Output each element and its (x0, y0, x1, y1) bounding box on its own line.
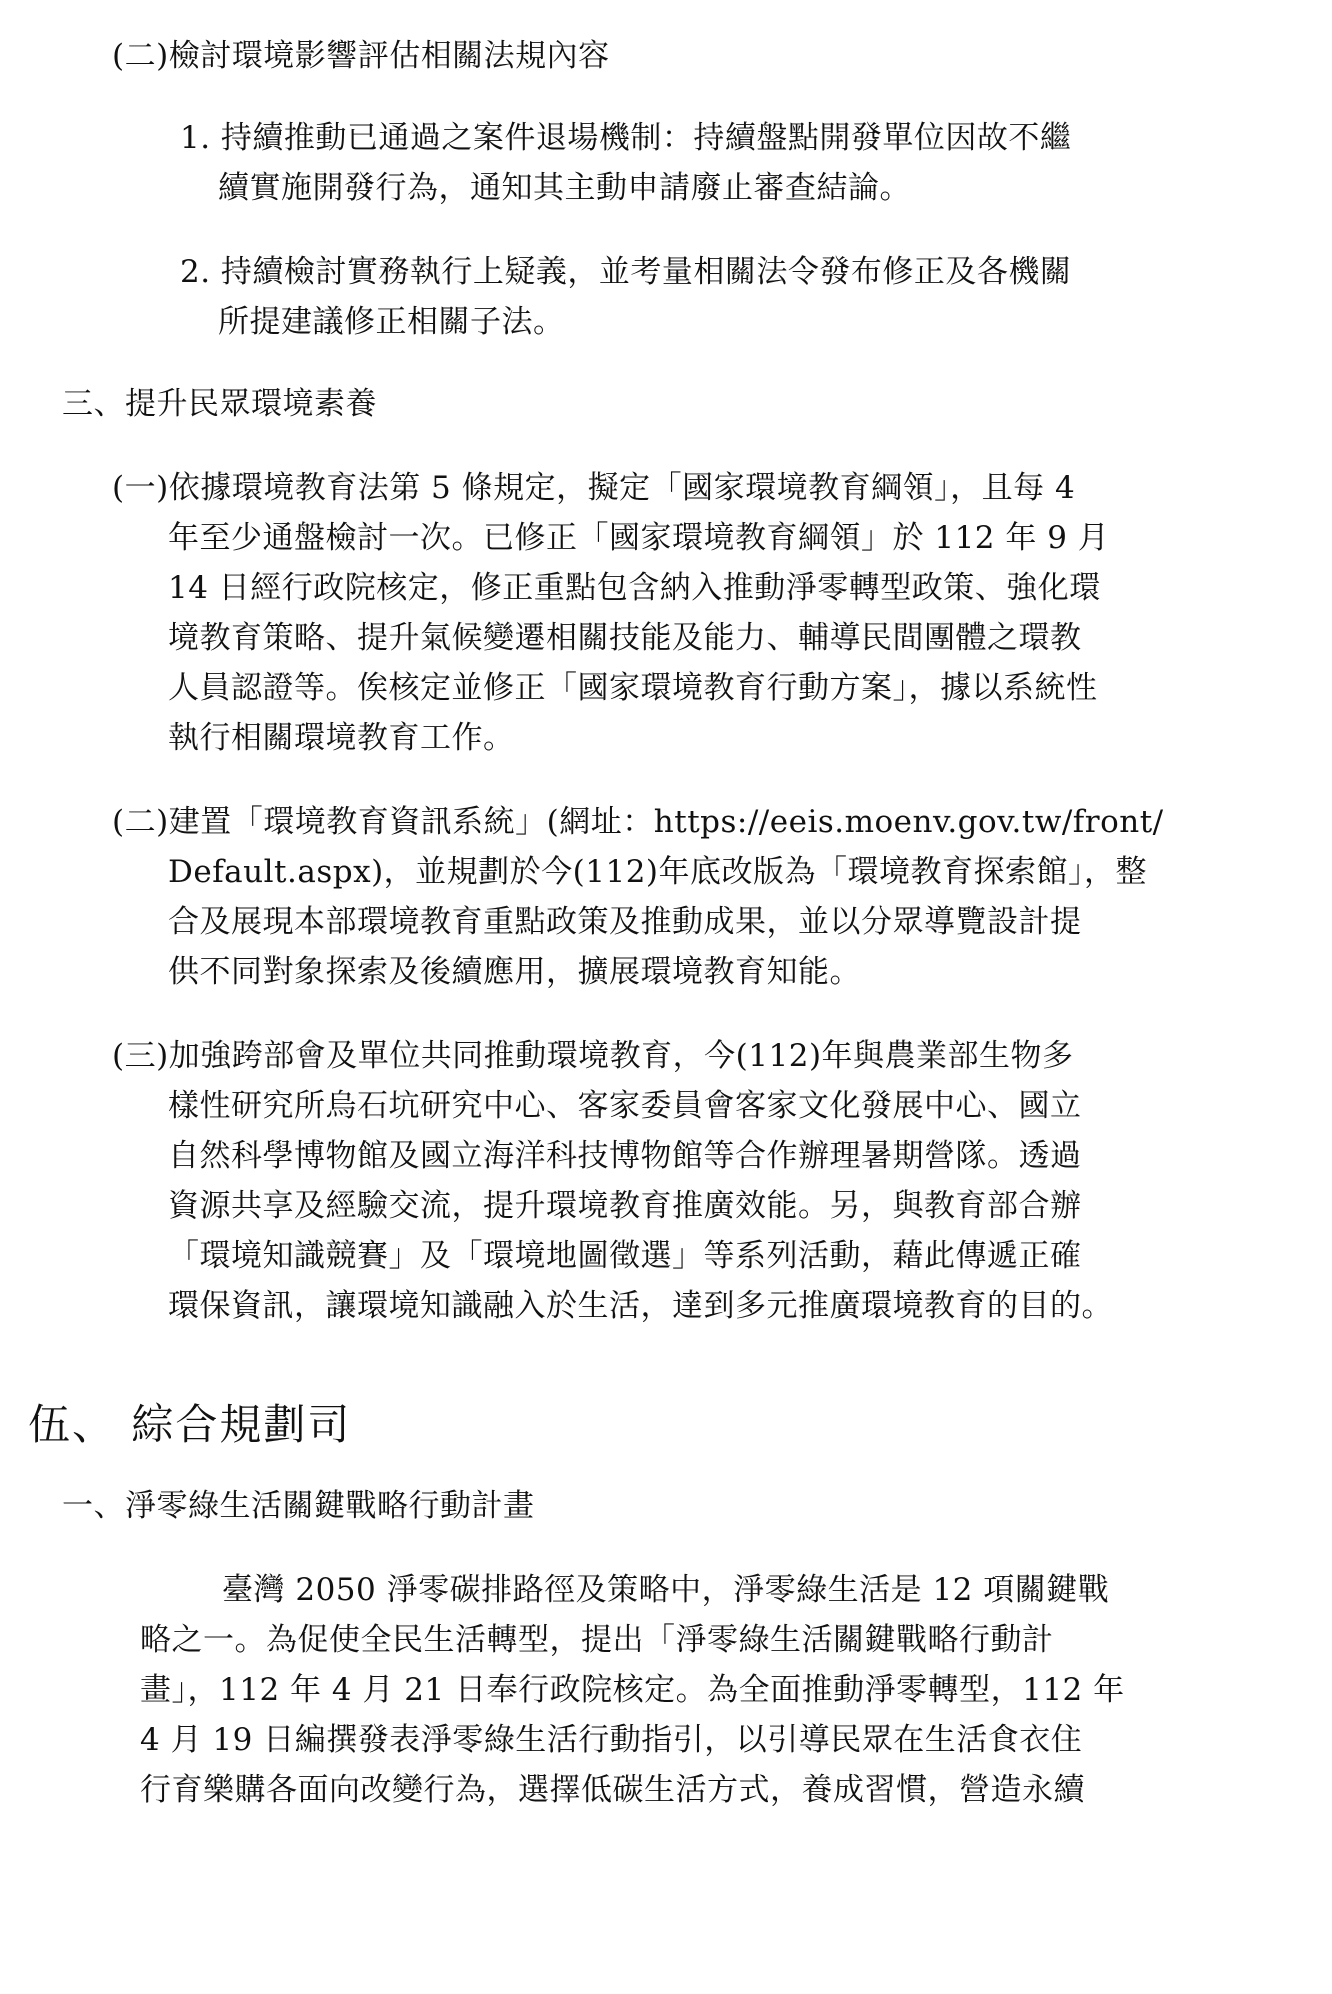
paragraph-line: (二)建置「環境教育資訊系統」(網址：https://eeis.moenv.gov.tw/front/ (112, 804, 1164, 840)
paragraph-line: 畫」，112 年 4 月 21 日奉行政院核定。為全面推動淨零轉型，112 年 (140, 1672, 1125, 1708)
paragraph-line: 「環境知識競賽」及「環境地圖徵選」等系列活動，藉此傳遞正確 (168, 1238, 1082, 1274)
paragraph-line: 略之一。為促使全民生活轉型，提出「淨零綠生活關鍵戰略行動計 (140, 1622, 1054, 1658)
paragraph-line: 境教育策略、提升氣候變遷相關技能及能力、輔導民間團體之環教 (168, 620, 1082, 656)
paragraph-line: (三)加強跨部會及單位共同推動環境教育，今(112)年與農業部生物多 (112, 1038, 1074, 1074)
paragraph-line: 環保資訊，讓環境知識融入於生活，達到多元推廣環境教育的目的。 (168, 1288, 1113, 1324)
list-item-continuation: 續實施開發行為，通知其主動申請廢止審查結論。 (218, 170, 911, 206)
paragraph-line: Default.aspx)，並規劃於今(112)年底改版為「環境教育探索館」，整 (168, 854, 1148, 890)
paragraph-line: 供不同對象探索及後續應用，擴展環境教育知能。 (168, 954, 861, 990)
paragraph-line: 14 日經行政院核定，修正重點包含納入推動淨零轉型政策、強化環 (168, 570, 1101, 606)
paragraph-line: 4 月 19 日編撰發表淨零綠生活行動指引，以引導民眾在生活食衣住 (140, 1722, 1083, 1758)
section-heading: 一、淨零綠生活關鍵戰略行動計畫 (62, 1488, 535, 1524)
paragraph-line: 行育樂購各面向改變行為，選擇低碳生活方式，養成習慣，營造永續 (140, 1772, 1085, 1808)
paragraph-line: 合及展現本部環境教育重點政策及推動成果，並以分眾導覽設計提 (168, 904, 1082, 940)
subsection-heading: (二)檢討環境影響評估相關法規內容 (112, 38, 610, 74)
section-heading: 三、提升民眾環境素養 (62, 386, 377, 422)
paragraph-line: 樣性研究所烏石坑研究中心、客家委員會客家文化發展中心、國立 (168, 1088, 1082, 1124)
paragraph-line: 資源共享及經驗交流，提升環境教育推廣效能。另，與教育部合辦 (168, 1188, 1082, 1224)
paragraph-line: 執行相關環境教育工作。 (168, 720, 515, 756)
paragraph-line: 自然科學博物館及國立海洋科技博物館等合作辦理暑期營隊。透過 (168, 1138, 1082, 1174)
paragraph-line: 人員認證等。俟核定並修正「國家環境教育行動方案」，據以系統性 (168, 670, 1098, 706)
paragraph-line: 臺灣 2050 淨零碳排路徑及策略中，淨零綠生活是 12 項關鍵戰 (222, 1572, 1110, 1608)
paragraph-line: (一)依據環境教育法第 5 條規定，擬定「國家環境教育綱領」，且每 4 (112, 470, 1076, 506)
chapter-heading: 伍、 綜合規劃司 (28, 1400, 352, 1449)
list-item-continuation: 所提建議修正相關子法。 (218, 304, 565, 340)
list-item: 2. 持續檢討實務執行上疑義，並考量相關法令發布修正及各機關 (180, 254, 1072, 290)
paragraph-line: 年至少通盤檢討一次。已修正「國家環境教育綱領」於 112 年 9 月 (168, 520, 1110, 556)
list-item: 1. 持續推動已通過之案件退場機制：持續盤點開發單位因故不繼 (180, 120, 1072, 156)
